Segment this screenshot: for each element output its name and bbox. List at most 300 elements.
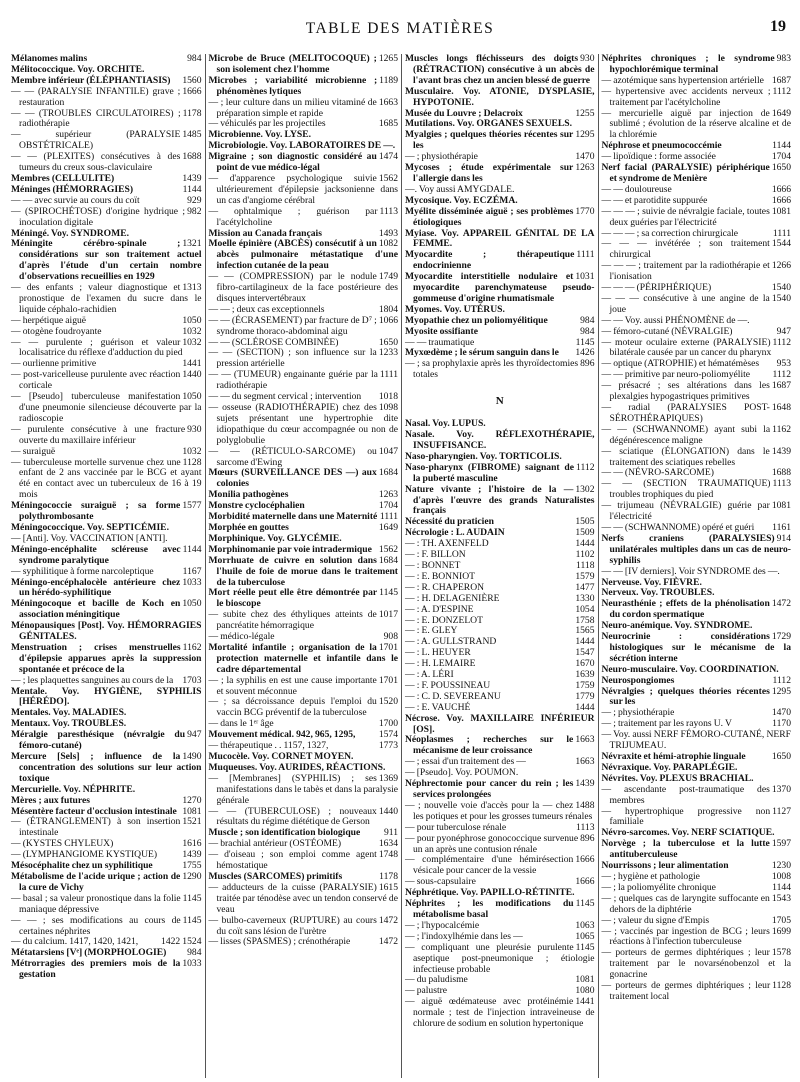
entry-text: — : E. BONNIOT: [405, 570, 475, 582]
entry-text: — : R. CHAPERON: [405, 581, 485, 593]
entry-page-number: 1118: [576, 559, 595, 571]
index-entry: [11, 894, 202, 916]
entry-page-number: 1758: [575, 614, 595, 626]
entry-text: — : A. LÉRI: [405, 669, 454, 681]
entry-text: — porteurs de germes diphtériques ; leur traitement local: [601, 980, 771, 1002]
index-entry: [405, 463, 595, 485]
index-entry: [405, 163, 595, 185]
entry-page-number: 1540: [771, 292, 791, 304]
index-entry: [11, 370, 202, 392]
entry-text: Mission au Canada français: [208, 227, 322, 239]
index-entry: [602, 479, 792, 501]
index-entry: [11, 545, 202, 567]
index-entry: [405, 130, 595, 152]
entry-text: — : F. POUSSINEAU: [405, 679, 491, 691]
entry-text: Nourrissons ; leur alimentation: [601, 860, 729, 872]
entry-text: — — ; deux cas exceptionnels: [208, 303, 325, 315]
entry-text: Mœurs (SURVEILLANCE DES —) aux colonies: [208, 467, 377, 490]
entry-text: Mycoses ; étude expérimentale sur l'allergie dans les: [405, 162, 574, 184]
entry-page-number: 1063: [575, 919, 595, 931]
index-entry: [209, 174, 399, 207]
index-entry: [11, 872, 202, 894]
entry-page-number: 1422 1524: [161, 936, 202, 948]
index-entry: [11, 578, 202, 600]
index-entry: [209, 883, 399, 916]
entry-page-number: 1313: [182, 282, 202, 294]
entry-page-number: 1270: [182, 794, 202, 806]
entry-text: Morphinomanie par voie intradermique: [208, 543, 372, 555]
index-entry: [602, 87, 792, 109]
entry-text: — moteur oculaire externe (PARALYSIE) bilatérale causée par un cancer du pharynx: [601, 336, 772, 359]
index-column-1: [8, 54, 205, 1078]
entry-page-number: 1663: [378, 96, 398, 108]
index-entry: [11, 501, 202, 523]
entry-text: Mésentère facteur d'occlusion intestinale: [11, 805, 177, 817]
index-entry: [209, 98, 399, 120]
entry-page-number: 1144: [772, 881, 791, 893]
entry-text: Mélitococcique. Voy. ORCHITE.: [11, 63, 145, 75]
entry-text: — — (TUMEUR) engainante guérie par la radiothérapie: [208, 369, 378, 392]
index-entry: [209, 850, 399, 872]
entry-page-number: 1369: [378, 772, 398, 784]
entry-text: Métabolisme de l'acide urique ; action de la cure de Vichy: [11, 870, 181, 893]
index-entry: [209, 239, 399, 272]
index-entry: [405, 735, 595, 757]
entry-text: Néphrétique. Voy. PAPILLO-RÉTINITE.: [405, 887, 575, 899]
entry-page-number: 1597: [771, 838, 791, 850]
index-entry: [602, 425, 792, 447]
entry-text: — — (SCLÉROSE COMBINÉE): [208, 336, 339, 348]
entry-text: — — traumatique: [405, 336, 475, 348]
entry-text: — ; physiothérapie: [601, 707, 675, 719]
entry-page-number: 1112: [772, 85, 791, 97]
entry-text: — médico-légale: [208, 631, 275, 643]
index-entry: [602, 981, 792, 1003]
entry-page-number: 947: [187, 729, 202, 741]
entry-page-number: 1113: [772, 478, 791, 490]
index-entry: [11, 458, 202, 502]
entry-text: Morphinique. Voy. GLYCÉMIE.: [208, 532, 342, 544]
entry-page-number: 1543: [771, 892, 791, 904]
entry-page-number: 1493: [378, 227, 398, 239]
entry-page-number: 1666: [771, 183, 791, 195]
index-entry: [602, 447, 792, 469]
entry-text: — azotémique sans hypertension artérielle: [601, 74, 764, 86]
index-entry: [209, 643, 399, 676]
entry-page-number: 1266: [771, 260, 791, 272]
index-entry: [405, 272, 595, 305]
index-entry: [602, 927, 792, 949]
entry-page-number: 1649: [771, 107, 791, 119]
index-entry: [209, 348, 399, 370]
entry-text: Microbiologie. Voy. LABORATOIRES DE —.: [208, 140, 396, 152]
entry-page-number: 1666: [182, 85, 202, 97]
entry-page-number: 1066: [378, 314, 398, 326]
entry-page-number: 1688: [182, 151, 202, 163]
entry-text: —. Voy aussi AMYGDALE.: [405, 183, 515, 195]
index-entry: [602, 534, 792, 567]
index-entry: [602, 687, 792, 709]
entry-text: — — (TUBERCULOSE) ; nouveaux résultats du régime diététique de Gerson: [208, 805, 377, 828]
entry-text: — d'oiseau ; son emploi comme agent hémostatique: [208, 849, 377, 872]
entry-page-number: 1779: [575, 690, 595, 702]
entry-text: Myocardite interstitielle nodulaire et myocardite parenchymateuse pseudo-gommeuse d'origine rhumatismale: [405, 271, 595, 304]
entry-page-number: 1666: [575, 876, 595, 888]
index-entry: [11, 239, 202, 283]
index-entry: [405, 87, 595, 109]
entry-text: Métatarsiens [Vᵉ] (MORPHOLOGIE): [11, 947, 167, 959]
entry-page-number: 1082: [378, 238, 398, 250]
index-entry: [209, 403, 399, 447]
entry-text: Naso-pharynx (FIBROME) saignant de la puberté masculine: [405, 461, 575, 484]
entry-text: — — avec survie au cours du coït: [11, 194, 140, 206]
entry-page-number: 896: [580, 358, 595, 370]
index-entry: [11, 817, 202, 839]
entry-text: Néphrites chroniques ; le syndrome hypochlorémique terminal: [601, 54, 775, 75]
index-entry: [602, 948, 792, 981]
index-entry: [405, 229, 595, 251]
index-entry: [405, 207, 595, 229]
entry-page-number: 1033: [182, 576, 202, 588]
index-entry: [209, 610, 399, 632]
entry-page-number: 1170: [772, 718, 791, 730]
index-entry: [602, 785, 792, 807]
entry-text: Neuro-musculaire. Voy. COORDINATION.: [601, 663, 779, 675]
entry-page-number: 1650: [771, 751, 791, 762]
entry-page-number: 1050: [182, 314, 202, 326]
entry-text: — trijumeau (NÉVRALGIE) guérie par l'électricité: [601, 500, 770, 523]
index-entry: [209, 76, 399, 98]
entry-page-number: 1128: [182, 456, 202, 468]
entry-text: — subite chez des éthyliques atteints de pancréatite hémorragique: [208, 609, 377, 632]
entry-page-number: 1178: [182, 107, 202, 119]
entry-text: — lisses (SPASMES) ; crénothérapie: [208, 936, 351, 948]
entry-text: Microbe de Bruce (MÉLITOCOQUE) ; son isolement chez l'homme: [208, 54, 377, 75]
entry-text: Muqueuses. Voy. AURIDES, RÉACTIONS.: [208, 761, 386, 773]
entry-text: — tuberculeuse mortelle survenue chez une enfant de 2 ans vaccinée par le BCG et ayant été en contact avec un tuberculeux de 16 à 19 mois: [11, 456, 202, 501]
entry-text: Mucocèle. Voy. CORNET MOYEN.: [208, 751, 354, 762]
entry-page-number: 1145: [379, 587, 398, 599]
entry-page-number: 1145: [182, 914, 202, 926]
entry-text: Myomes. Voy. UTÉRUS.: [405, 303, 505, 315]
entry-text: Nerfs craniens (PARALYSIES) unilatérales multiples dans un cas de neuro-syphilis: [601, 532, 791, 566]
entry-text: — ; nouvelle voie d'accès pour la — chez les potiques et pour les grosses tumeurs rénales: [405, 799, 593, 822]
entry-text: — [Pseudo]. Voy. POUMON.: [405, 767, 519, 779]
entry-page-number: 1804: [378, 303, 398, 315]
index-columns: [8, 54, 794, 1078]
index-entry: [602, 894, 792, 916]
index-entry: [11, 152, 202, 174]
entry-text: Nécrologie : L. AUDAIN: [405, 527, 505, 539]
entry-page-number: 930: [580, 54, 595, 64]
entry-text: Néphrectomie pour cancer du rein ; les services prolongées: [405, 778, 574, 800]
index-entry: [405, 899, 595, 921]
entry-page-number: 1639: [575, 669, 595, 681]
entry-text: — ; traitement par les rayons U. V: [601, 718, 732, 730]
entry-page-number: 1755: [182, 860, 202, 872]
entry-page-number: 1616: [182, 838, 202, 850]
entry-text: — herpétique aiguë: [11, 314, 87, 326]
entry-text: — otogène foudroyante: [11, 325, 102, 337]
entry-page-number: 1295: [771, 685, 791, 697]
entry-page-number: 1112: [772, 674, 791, 686]
entry-text: — d'apparence psychologique suivie ultérieurement d'épilepsie jacksonienne dans un cas d'angiome cérébral: [208, 172, 398, 206]
index-entry: [602, 239, 792, 261]
entry-page-number: 1330: [575, 592, 595, 604]
entry-text: — osseuse (RADIOTHÉRAPIE) chez des sujets présentant une hypertrophie dite idiopathique du cœur accompagnée ou non de polyglobulie: [208, 402, 398, 446]
entry-text: — compliquant une pleurésie purulente aseptique post-pneumonique ; étiologie infectieuse probable: [405, 941, 595, 975]
entry-text: Neurasthénie ; effets de la phénolisation du cordon spermatique: [601, 598, 770, 621]
entry-text: — palustre: [405, 985, 448, 997]
entry-text: Moelle épinière (ABCÈS) consécutif à un abcès pulmonaire métastatique d'une infection cutanée de la peau: [208, 238, 398, 272]
entry-page-number: 1370: [771, 783, 791, 795]
entry-page-number: 1634: [378, 838, 398, 850]
entry-text: — — — ; sa correction chirurgicale: [601, 227, 739, 239]
index-entry: [209, 937, 399, 948]
entry-page-number: 1439: [771, 445, 791, 457]
entry-text: Méralgie paresthésique (névralgie du fémoro-cutané): [11, 729, 186, 752]
entry-page-number: 1162: [772, 423, 791, 435]
entry-text: — thérapeutique . . 1157, 1327,: [208, 740, 329, 752]
entry-text: — ; les plaquettes sanguines au cours de la: [11, 674, 174, 686]
entry-page-number: 896: [580, 832, 595, 844]
entry-page-number: 984: [580, 325, 595, 337]
entry-text: — — ; ses modifications au cours de certaines néphrites: [11, 914, 181, 937]
entry-text: — brachial antérieur (OSTÉOME): [208, 838, 342, 850]
entry-page-number: 1565: [575, 625, 595, 637]
entry-page-number: 929: [187, 194, 202, 206]
entry-page-number: 1302: [575, 483, 595, 495]
index-entry: [209, 468, 399, 490]
entry-text: Mercurielle. Voy. NÉPHRITE.: [11, 783, 136, 795]
entry-page-number: 1145: [575, 898, 595, 910]
entry-text: — : BONNET: [405, 559, 461, 571]
entry-text: — ophtalmique ; guérison par l'acétylcholine: [208, 205, 378, 228]
entry-page-number: 1112: [772, 369, 791, 381]
entry-text: — — du segment cervical ; intervention: [208, 391, 362, 403]
entry-page-number: 1263: [575, 162, 595, 174]
entry-text: Myxœdème ; le sérum sanguin dans le: [405, 347, 559, 359]
index-entry: [209, 272, 399, 305]
entry-text: Nécrose. Voy. MAXILLAIRE INFÉRIEUR [OS].: [405, 712, 595, 735]
entry-page-number: 1321: [182, 238, 202, 250]
entry-page-number: 1440: [378, 805, 398, 817]
entry-page-number: 1081: [575, 974, 595, 986]
index-entry: [11, 207, 202, 229]
index-entry: [405, 834, 595, 856]
entry-text: — du calcium. 1417, 1420, 1421,: [11, 936, 139, 948]
entry-page-number: 1145: [182, 892, 202, 904]
entry-text: — : E. VAUCHÉ: [405, 701, 471, 713]
entry-text: — : H. LEMAIRE: [405, 658, 476, 670]
entry-page-number: 1167: [182, 565, 202, 577]
entry-text: Nerf facial (PARALYSIE) périphérique et syndrome de Menière: [601, 162, 770, 184]
entry-text: — purulente consécutive à une fracture ouverte du maxillaire inférieur: [11, 423, 186, 446]
entry-page-number: 1615: [378, 881, 398, 893]
entry-page-number: 1574: [378, 729, 398, 741]
entry-text: Mentales. Voy. MALADIES.: [11, 707, 127, 719]
index-entry: [11, 959, 202, 981]
index-entry: [209, 807, 399, 829]
index-entry: [209, 676, 399, 698]
entry-text: Néphrites ; les modifications du métabolisme basal: [405, 898, 574, 920]
entry-text: Névraxite et hémi-atrophie linguale: [601, 751, 746, 762]
entry-page-number: 984: [187, 947, 202, 959]
index-entry: [11, 916, 202, 938]
entry-page-number: 1081: [182, 805, 202, 817]
entry-page-number: 1472: [378, 914, 398, 926]
entry-page-number: 1684: [378, 467, 398, 479]
entry-page-number: 1485: [182, 129, 202, 141]
entry-page-number: 1032: [182, 445, 202, 457]
entry-text: — ; valeur du signe d'Empis: [601, 914, 710, 926]
entry-page-number: 1111: [379, 511, 398, 523]
section-letter: N: [495, 395, 504, 408]
entry-page-number: 953: [776, 358, 791, 370]
index-column-3: [401, 54, 598, 1078]
entry-page-number: 1562: [378, 172, 398, 184]
entry-page-number: 1705: [771, 914, 791, 926]
entry-text: — — (SECTION TRAUMATIQUE) troubles trophiques du pied: [601, 478, 771, 501]
entry-text: Méningite cérébro-spinale ; considérations sur son traitement actuel d'après l'étude d'un certain nombre d'observations recueillies en 1929: [11, 238, 202, 283]
entry-page-number: 930: [187, 423, 202, 435]
index-entry: [209, 697, 399, 719]
entry-text: — — primitive par neuro-poliomyélite: [601, 369, 751, 381]
entry-page-number: 1255: [575, 107, 595, 119]
entry-page-number: 1050: [182, 598, 202, 610]
entry-text: Mères ; aux futures: [11, 794, 90, 806]
entry-text: — aiguë œdémateuse avec protéinémie normale ; test de l'injection intraveineuse de chlorure de sodium en solution hypertonique: [405, 996, 595, 1030]
entry-page-number: 1477: [575, 581, 595, 593]
entry-text: — — — ; traitement par la radiothérapie et l'ionisation: [601, 260, 770, 283]
page-title: TABLE DES MATIÈRES: [305, 20, 495, 37]
entry-page-number: 1233: [378, 347, 398, 359]
entry-text: Myiase. Voy. APPAREIL GÉNITAL DE LA FEMME.: [405, 227, 595, 250]
index-entry: [602, 730, 792, 752]
entry-text: Nécessité du praticien: [405, 516, 494, 528]
entry-text: — ascendante post-traumatique des membres: [601, 783, 770, 806]
entry-text: Néoplasmes ; recherches sur le mécanisme de leur croissance: [405, 734, 574, 757]
entry-page-number: 1102: [575, 549, 595, 561]
entry-text: — Voy. aussi NERF FÉMORO-CUTANÉ, NERF TRIJUMEAU.: [601, 729, 791, 752]
entry-page-number: 1703: [182, 674, 202, 686]
entry-page-number: 1008: [771, 870, 791, 882]
entry-text: — ; l'indoxylhémie dans les —: [405, 930, 523, 942]
index-entry: [209, 774, 399, 807]
entry-text: — : H. DELAGENIÈRE: [405, 592, 500, 604]
entry-text: Mycosique. Voy. ECZÉMA.: [405, 194, 518, 206]
entry-page-number: 1490: [182, 751, 202, 762]
index-entry: [602, 403, 792, 425]
entry-page-number: 1032: [182, 336, 202, 348]
entry-page-number: 1687: [771, 74, 791, 86]
entry-page-number: 1054: [575, 603, 595, 615]
entry-text: Muscles (SARCOMES) primitifs: [208, 870, 343, 882]
page-number: 19: [770, 18, 786, 35]
index-entry: [11, 621, 202, 643]
entry-text: — : A. D'ESPINE: [405, 603, 474, 615]
entry-text: — véhiculés par les projectiles: [208, 118, 326, 130]
index-entry: [602, 261, 792, 283]
entry-text: — : F. BILLON: [405, 549, 466, 561]
index-entry: [11, 599, 202, 621]
entry-page-number: 1111: [576, 249, 595, 261]
entry-text: — des enfants ; valeur diagnostique et pronostique de l'examen du sucre dans le liquide céphalo-rachidien: [11, 282, 202, 315]
entry-text: — (LYMPHANGIOME KYSTIQUE): [11, 849, 158, 861]
entry-page-number: 1650: [378, 336, 398, 348]
entry-text: — : E. DONZELOT: [405, 614, 483, 626]
entry-text: — pour pyonéphrose gonococcique survenue un an après une contusion rénale: [405, 832, 579, 855]
entry-page-number: 1162: [182, 641, 202, 653]
entry-page-number: 982: [187, 205, 202, 217]
entry-page-number: 1700: [378, 718, 398, 730]
entry-page-number: 1113: [576, 821, 595, 833]
entry-text: Mutilations. Voy. ORGANES SEXUELS.: [405, 118, 573, 130]
entry-page-number: 1178: [379, 870, 398, 882]
index-column-4: [598, 54, 795, 1078]
entry-text: — optique (ATROPHIE) et hématémèses: [601, 358, 760, 370]
entry-text: Neuro-anémique. Voy. SYNDROME.: [601, 620, 753, 632]
entry-page-number: 1080: [575, 985, 595, 997]
entry-page-number: 1144: [772, 140, 791, 152]
entry-text: Névro-sarcomes. Voy. NERF SCIATIQUE.: [601, 827, 775, 839]
index-entry: [405, 943, 595, 976]
entry-page-number: 1509: [575, 527, 595, 539]
index-entry: [602, 338, 792, 360]
entry-text: Mortalité infantile ; organisation de la protection maternelle et infantile dans le cadre départemental: [208, 641, 398, 675]
entry-page-number: 1472: [771, 598, 791, 610]
entry-text: Myosite ossifiante: [405, 325, 478, 337]
entry-text: — radial (PARALYSIES POST-SÉROTHÉRAPIQUES): [601, 402, 770, 424]
entry-page-number: 1562: [378, 543, 398, 555]
entry-page-number: 1759: [575, 679, 595, 691]
entry-text: — syphilitique à forme narcoleptique: [11, 565, 154, 577]
entry-text: Morrhuate de cuivre en solution dans l'huile de foie de morue dans le traitement de la tuberculose: [208, 554, 398, 588]
entry-text: Nerveux. Voy. TROUBLES.: [601, 587, 715, 599]
entry-page-number: 1578: [771, 947, 791, 959]
index-entry: [405, 54, 595, 87]
index-entry: [602, 599, 792, 621]
entry-page-number: 1050: [182, 391, 202, 403]
entry-page-number: 1265: [378, 54, 398, 64]
entry-page-number: 1081: [771, 205, 791, 217]
entry-text: Norvège ; la tuberculose et la lutte antituberculeuse: [601, 838, 770, 861]
entry-text: Myocardite ; thérapeutique endocrinienne: [405, 249, 575, 272]
entry-text: — adducteurs de la cuisse (PARALYSIE) traitée par ténodèse avec un tendon conservé de veau: [208, 881, 398, 915]
entry-page-number: 1685: [378, 118, 398, 130]
entry-text: — basal ; sa valeur pronostique dans la folie maniaque dépressive: [11, 892, 181, 915]
page-header: [0, 0, 800, 50]
entry-text: — [Membranes] (SYPHILIS) ; ses manifestations dans le tabès et dans la paralysie générale: [208, 772, 398, 806]
entry-text: Myélite disséminée aiguë ; ses problèmes étiologiques: [405, 205, 574, 228]
entry-text: — — (NÉVRO-SARCOME): [601, 467, 714, 479]
entry-page-number: 1701: [378, 641, 398, 653]
entry-text: — — — invétérée ; son traitement chirurgical: [601, 238, 770, 261]
entry-text: Névrites. Voy. PLEXUS BRACHIAL.: [601, 772, 754, 784]
index-entry: [209, 588, 399, 610]
entry-page-number: 1111: [379, 369, 398, 381]
entry-page-number: 1111: [772, 227, 791, 239]
entry-page-number: 1749: [378, 271, 398, 283]
entry-text: — pour tuberculose rénale: [405, 821, 507, 833]
index-entry: [602, 501, 792, 523]
entry-page-number: 1684: [378, 554, 398, 566]
entry-page-number: 1687: [771, 380, 791, 392]
entry-text: — — (TROUBLES CIRCULATOIRES) ; radiothérapie: [11, 107, 181, 130]
entry-text: Méningo-encéphalite scléreuse avec syndrome paralytique: [11, 543, 181, 566]
entry-page-number: 911: [383, 827, 398, 839]
entry-text: Mouvement médical. 942, 965, 1295,: [208, 729, 356, 741]
